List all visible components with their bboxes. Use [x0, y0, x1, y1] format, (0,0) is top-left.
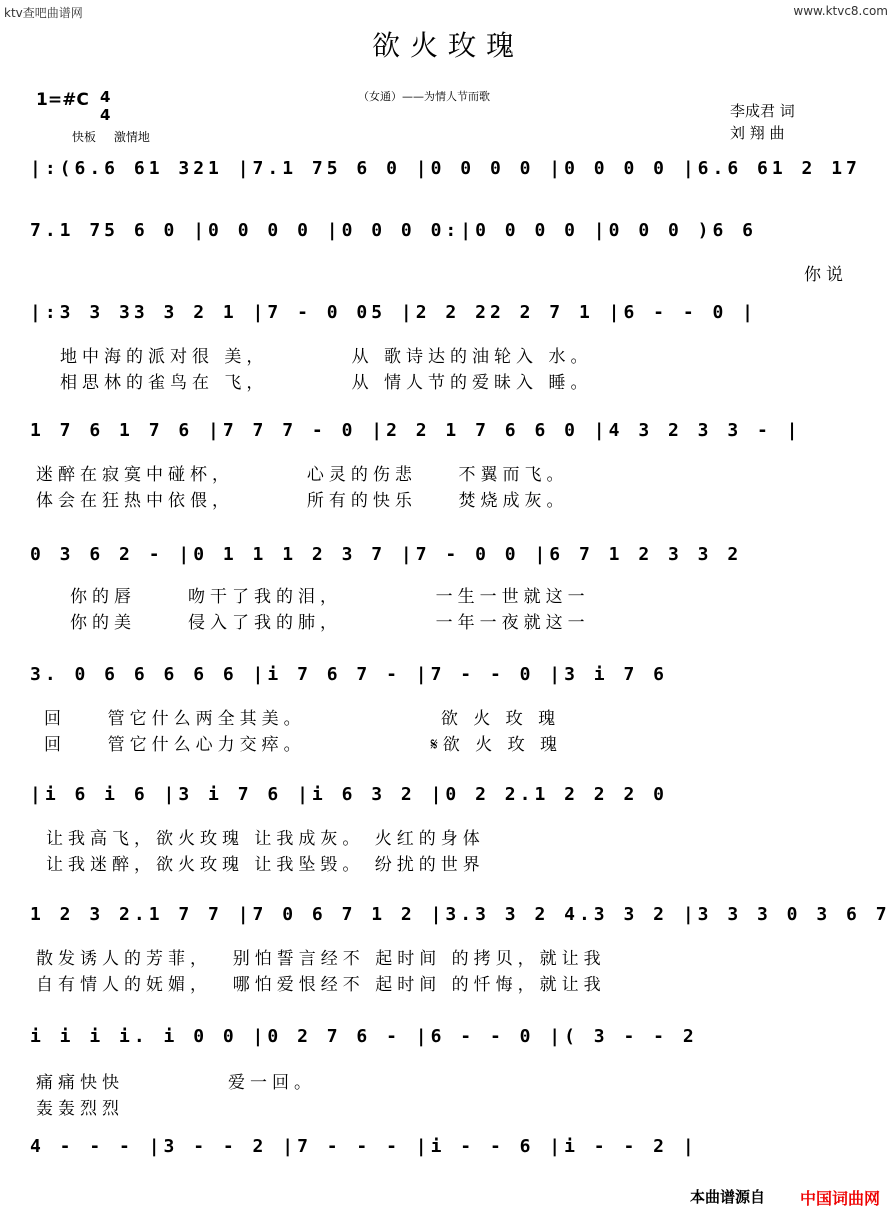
watermark-left: ktv查吧曲谱网 [4, 6, 83, 20]
lyric-line: 相思林的雀鸟在 飞， 从 情人节的爱昧入 睡。 [60, 373, 593, 393]
notation: 1 7 6 1 7 6 |7 7 7 - 0 |2 2 1 7 6 6 0 |4 3 2 3 3 - | [30, 420, 802, 441]
notation: 7.1 75 6 0 |0 0 0 0 |0 0 0 0:|0 0 0 0 |0 0 0 )6 6 [30, 220, 758, 241]
lyric-line: 你说 [804, 265, 848, 285]
watermark-right: www.ktvc8.com [793, 4, 888, 18]
lyric-line: 自有情人的妩媚， 哪怕爱恨经不 起时间 的忏悔，就让我 [36, 975, 606, 995]
lyric-line: 痛痛快快 爱一回。 [36, 1073, 317, 1093]
tempo-mood: 激情地 [113, 130, 150, 144]
notation: |:(6.6 61 321 |7.1 75 6 0 |0 0 0 0 |0 0 0 0 |6.6 61 2 17 [30, 158, 861, 179]
lyric-line: 地中海的派对很 美， 从 歌诗达的油轮入 水。 [60, 347, 593, 367]
time-sig-bottom: 4 [100, 106, 111, 124]
lyric-line: 你的美 侵入了我的肺， 一年一夜就这一 [70, 613, 590, 633]
lyric-line: 你的唇 吻干了我的泪， 一生一世就这一 [70, 587, 590, 607]
subtitle: （女通）——为情人节而歌 [358, 90, 490, 103]
lyric-line: 体会在狂热中依偎， 所有的快乐 焚烧成灰。 [36, 491, 569, 511]
notation: 0 3 6 2 - |0 1 1 1 2 3 7 |7 - 0 0 |6 7 1 2 3 3 2 [30, 544, 743, 565]
time-sig-top: 4 [100, 88, 111, 106]
composer: 刘 翔 曲 [730, 124, 785, 142]
song-title: 欲火玫瑰 [371, 29, 524, 62]
time-signature [100, 88, 110, 124]
tempo-mark [72, 128, 164, 145]
notation: 1 2 3 2.1 7 7 |7 0 6 7 1 2 |3.3 3 2 4.3 3 2 |3 3 3 0 3 6 7 [30, 904, 891, 925]
key-signature: 1=#C [36, 90, 89, 110]
notation: |i 6 i 6 |3 i 7 6 |i 6 3 2 |0 2 2.1 2 2 2 0 [30, 784, 668, 805]
lyric-line: 回 管它什么两全其美。 欲 火 玫 瑰 [44, 709, 561, 729]
notation: 3. 0 6 6 6 6 6 |i 7 6 7 - |7 - - 0 |3 i 7 6 [30, 664, 668, 685]
lyric-line: 让我高飞，欲火玫瑰 让我成灰。 火红的身体 [46, 829, 485, 849]
lyric-line: 回 管它什么心力交瘁。 𝄋欲 火 玫 瑰 [44, 735, 562, 755]
notation: |:3 3 33 3 2 1 |7 - 0 05 |2 2 22 2 7 1 |6 - - 0 | [30, 302, 758, 323]
footer-site-name: 中国词曲网 [800, 1189, 881, 1208]
notation: i i i i. i 0 0 |0 2 7 6 - |6 - - 0 |( 3 - - 2 [30, 1026, 698, 1047]
tempo-speed: 快板 [72, 130, 97, 144]
lyric-line: 迷醉在寂寞中碰杯， 心灵的伤悲 不翼而飞。 [36, 465, 569, 485]
footer-source-label: 本曲谱源自 [690, 1188, 766, 1206]
lyric-line: 让我迷醉，欲火玫瑰 让我坠毁。 纷扰的世界 [46, 855, 485, 875]
notation: 4 - - - |3 - - 2 |7 - - - |i - - 6 |i - - 2 | [30, 1136, 698, 1157]
lyric-line: 散发诱人的芳菲， 别怕誓言经不 起时间 的拷贝，就让我 [36, 949, 606, 969]
lyricist: 李成君 词 [730, 102, 795, 120]
lyric-line: 轰轰烈烈 [36, 1099, 124, 1119]
